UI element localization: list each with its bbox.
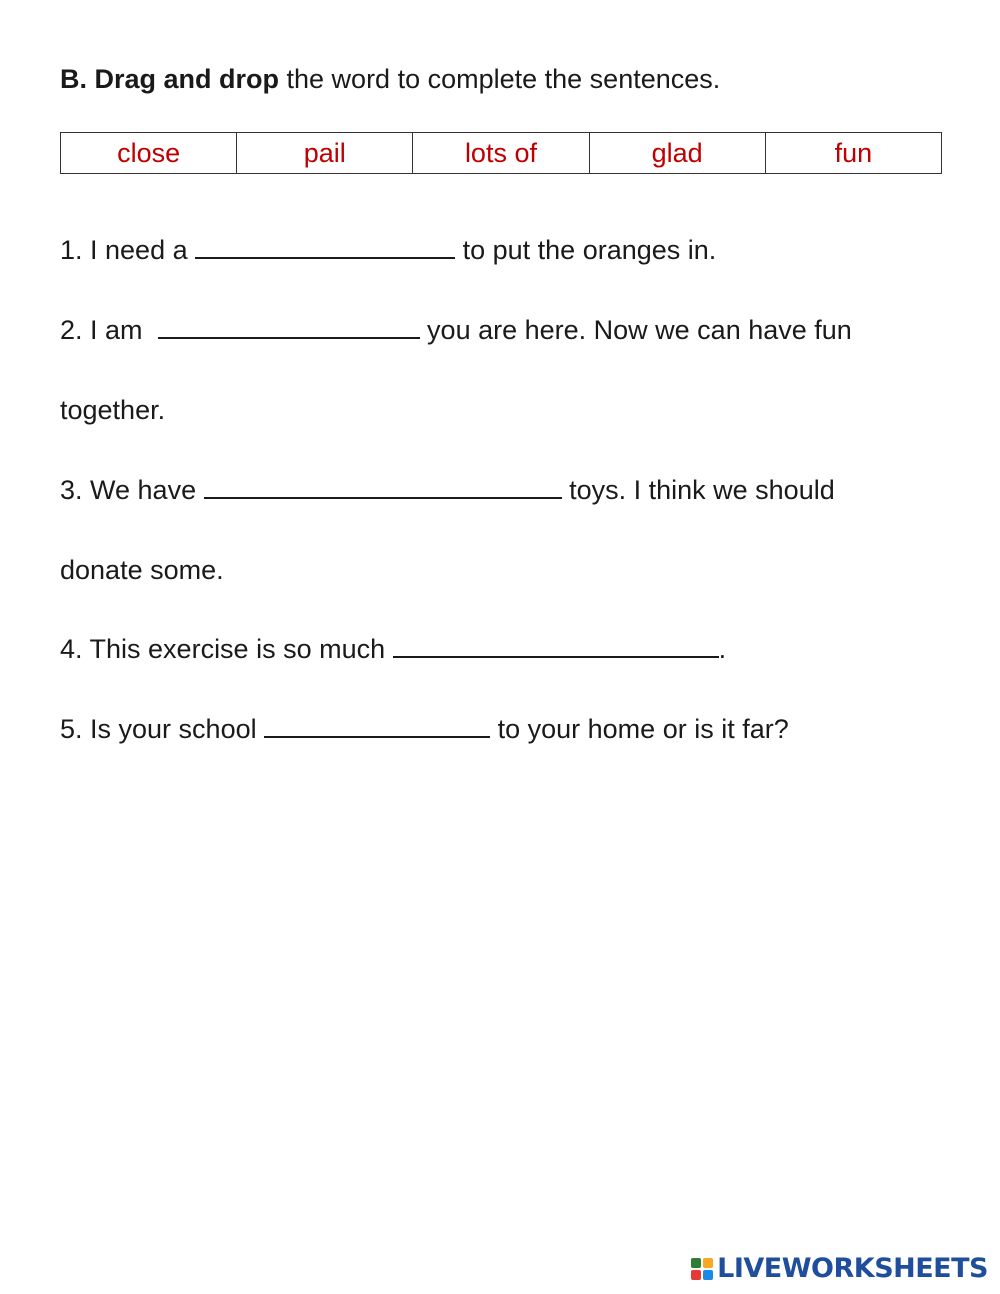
word-bank <box>60 132 942 174</box>
answer-blank-3[interactable] <box>204 475 562 499</box>
sentence-3 <box>60 471 835 509</box>
word-lots-of[interactable]: lots of <box>413 133 589 174</box>
logo-square-1 <box>691 1258 701 1268</box>
sentence-5-after: to your home or is it far? <box>490 714 789 744</box>
instruction-text: the word to complete the sentences. <box>279 64 721 94</box>
liveworksheets-logo <box>691 1253 988 1284</box>
sentence-3-after: toys. I think we should <box>561 475 835 505</box>
logo-squares-icon <box>691 1258 713 1280</box>
sentence-4-after: . <box>718 634 727 664</box>
logo-text: LIVEWORKSHEETS <box>717 1253 988 1284</box>
sentence-2-before: 2. I am <box>60 315 158 345</box>
sentence-2-after: you are here. Now we can have fun <box>419 315 852 345</box>
logo-square-3 <box>691 1270 701 1280</box>
logo-square-4 <box>703 1270 713 1280</box>
sentence-4 <box>60 630 726 668</box>
sentence-4-before: 4. This exercise is so much <box>60 634 393 664</box>
word-close[interactable]: close <box>61 133 237 174</box>
sentence-1-before: 1. I need a <box>60 235 196 265</box>
sentence-3-continuation: donate some. <box>60 555 224 585</box>
answer-blank-4[interactable] <box>393 634 719 658</box>
instruction-heading <box>60 60 720 98</box>
sentence-2 <box>60 311 852 349</box>
sentence-3-before: 3. We have <box>60 475 204 505</box>
word-pail[interactable]: pail <box>237 133 413 174</box>
word-glad[interactable]: glad <box>589 133 765 174</box>
word-fun[interactable]: fun <box>765 133 941 174</box>
sentence-2-continuation: together. <box>60 395 166 425</box>
answer-blank-2[interactable] <box>158 315 420 339</box>
sentence-1 <box>60 231 716 269</box>
sentence-5-before: 5. Is your school <box>60 714 265 744</box>
answer-blank-1[interactable] <box>195 235 455 259</box>
sentence-1-after: to put the oranges in. <box>455 235 717 265</box>
sentence-5 <box>60 710 789 748</box>
instruction-bold: B. Drag and drop <box>60 64 280 94</box>
logo-square-2 <box>703 1258 713 1268</box>
answer-blank-5[interactable] <box>264 714 490 738</box>
